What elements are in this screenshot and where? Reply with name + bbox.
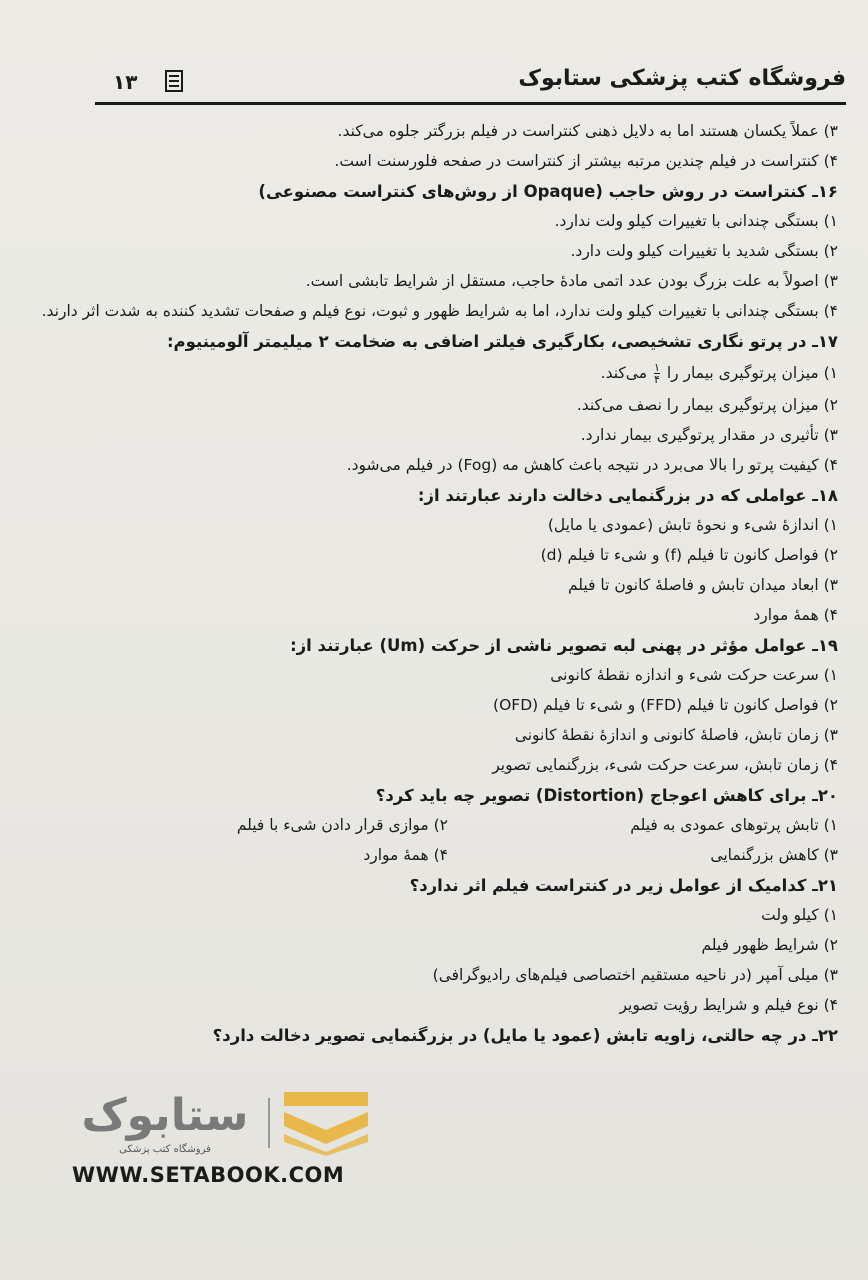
q17-option-1-text-b: می‌کند.	[600, 364, 648, 382]
q21-option-2: ۲) شرایط ظهور فیلم	[701, 936, 838, 954]
q21-option-3: ۳) میلی آمپر (در ناحیه مستقیم اختصاصی فیلم‌های رادیوگرافی)	[432, 966, 838, 984]
page-header	[95, 60, 846, 105]
q19-option-3: ۳) زمان تابش، فاصلهٔ کانونی و اندازهٔ نقطهٔ کانونی	[514, 726, 838, 744]
q18-option-4: ۴) همهٔ موارد	[753, 606, 838, 624]
q16-option-4: ۴) بستگی چندانی با تغییرات کیلو ولت ندارد، اما به شرایط ظهور و ثبوت، نوع فیلم و صفحات تشدید کننده به شدت اثر دارند.	[41, 302, 838, 320]
q18-option-1: ۱) اندازهٔ شیء و نحوهٔ تابش (عمودی یا مایل)	[547, 516, 838, 534]
book-icon	[165, 70, 183, 92]
website-url: WWW.SETABOOK.COM	[72, 1163, 345, 1187]
fraction-numerator: ۱	[653, 361, 660, 374]
q19-option-1: ۱) سرعت حرکت شیء و اندازه نقطهٔ کانونی	[550, 666, 838, 684]
q16-option-1: ۱) بستگی چندانی با تغییرات کیلو ولت ندارد.	[554, 212, 838, 230]
q18-option-2: ۲) فواصل کانون تا فیلم (f) و شیء تا فیلم (d)	[540, 546, 838, 564]
logo-brand-text: ستابوک	[81, 1090, 249, 1141]
q21-option-1: ۱) کیلو ولت	[761, 906, 838, 924]
q20-options-row-1	[18, 816, 838, 835]
q20-option-3: ۳) کاهش بزرگنمایی	[710, 846, 838, 864]
q17-option-3: ۳) تأثیری در مقدار پرتوگیری بیمار ندارد.	[580, 426, 838, 444]
q20-options-row-2	[18, 846, 838, 865]
question-21: ۲۱ـ کدامیک از عوامل زیر در کنتراست فیلم اثر ندارد؟	[409, 876, 838, 895]
questions-content	[18, 122, 838, 1056]
option-line: ۳) عملاً یکسان هستند اما به دلایل ذهنی کنتراست در فیلم بزرگتر جلوه می‌کند.	[337, 122, 838, 140]
q17-option-2: ۲) میزان پرتوگیری بیمار را نصف می‌کند.	[576, 396, 838, 414]
logo-subtitle: فروشگاه کتب پزشکی	[119, 1144, 211, 1155]
fraction-denominator: ۴	[653, 373, 660, 386]
q20-option-1: ۱) تابش پرتوهای عمودی به فیلم	[630, 816, 838, 834]
page-number: ۱۳	[113, 70, 138, 94]
fraction-quarter	[654, 362, 660, 385]
logo-separator	[268, 1098, 270, 1148]
q17-option-1	[18, 362, 838, 385]
q19-option-4: ۴) زمان تابش، سرعت حرکت شیء، بزرگنمایی تصویر	[492, 756, 838, 774]
logo-chevron-icon	[280, 1090, 372, 1156]
question-19: ۱۹ـ عوامل مؤثر در پهنی لبه تصویر ناشی از حرکت (Um) عبارتند از:	[290, 636, 838, 655]
q20-option-2: ۲) موازی قرار دادن شیء با فیلم	[236, 816, 448, 834]
q18-option-3: ۳) ابعاد میدان تابش و فاصلهٔ کانون تا فیلم	[567, 576, 838, 594]
q16-option-3: ۳) اصولاً به علت بزرگ بودن عدد اتمی مادهٔ حاجب، مستقل از شرایط تابشی است.	[305, 272, 838, 290]
q16-option-2: ۲) بستگی شدید با تغییرات کیلو ولت دارد.	[570, 242, 838, 260]
question-22: ۲۲ـ در چه حالتی، زاویه تابش (عمود یا مایل) در بزرگنمایی تصویر دخالت دارد؟	[212, 1026, 838, 1045]
question-17: ۱۷ـ در پرتو نگاری تشخیصی، بکارگیری فیلتر اضافی به ضخامت ۲ میلیمتر آلومینیوم:	[166, 332, 838, 351]
question-16: ۱۶ـ کنتراست در روش حاجب (Opaque از روش‌های کنتراست مصنوعی)	[258, 182, 838, 201]
question-20: ۲۰ـ برای کاهش اعوجاج (Distortion) تصویر چه باید کرد؟	[375, 786, 838, 805]
header-title: فروشگاه کتب پزشکی ستابوک	[518, 66, 846, 91]
q20-option-4: ۴) همهٔ موارد	[363, 846, 448, 864]
q17-option-1-text-a: ۱) میزان پرتوگیری بیمار را	[666, 364, 838, 382]
question-18: ۱۸ـ عواملی که در بزرگنمایی دخالت دارند عبارتند از:	[417, 486, 838, 505]
q17-option-4: ۴) کیفیت پرتو را بالا می‌برد در نتیجه باعث کاهش مه (Fog) در فیلم می‌شود.	[346, 456, 838, 474]
q21-option-4: ۴) نوع فیلم و شرایط رؤیت تصویر	[619, 996, 838, 1014]
q19-option-2: ۲) فواصل کانون تا فیلم (FFD) و شیء تا فیلم (OFD)	[493, 696, 838, 714]
option-line: ۴) کنتراست در فیلم چندین مرتبه بیشتر از کنتراست در صفحه فلورسنت است.	[334, 152, 838, 170]
setabook-logo	[70, 1090, 370, 1160]
